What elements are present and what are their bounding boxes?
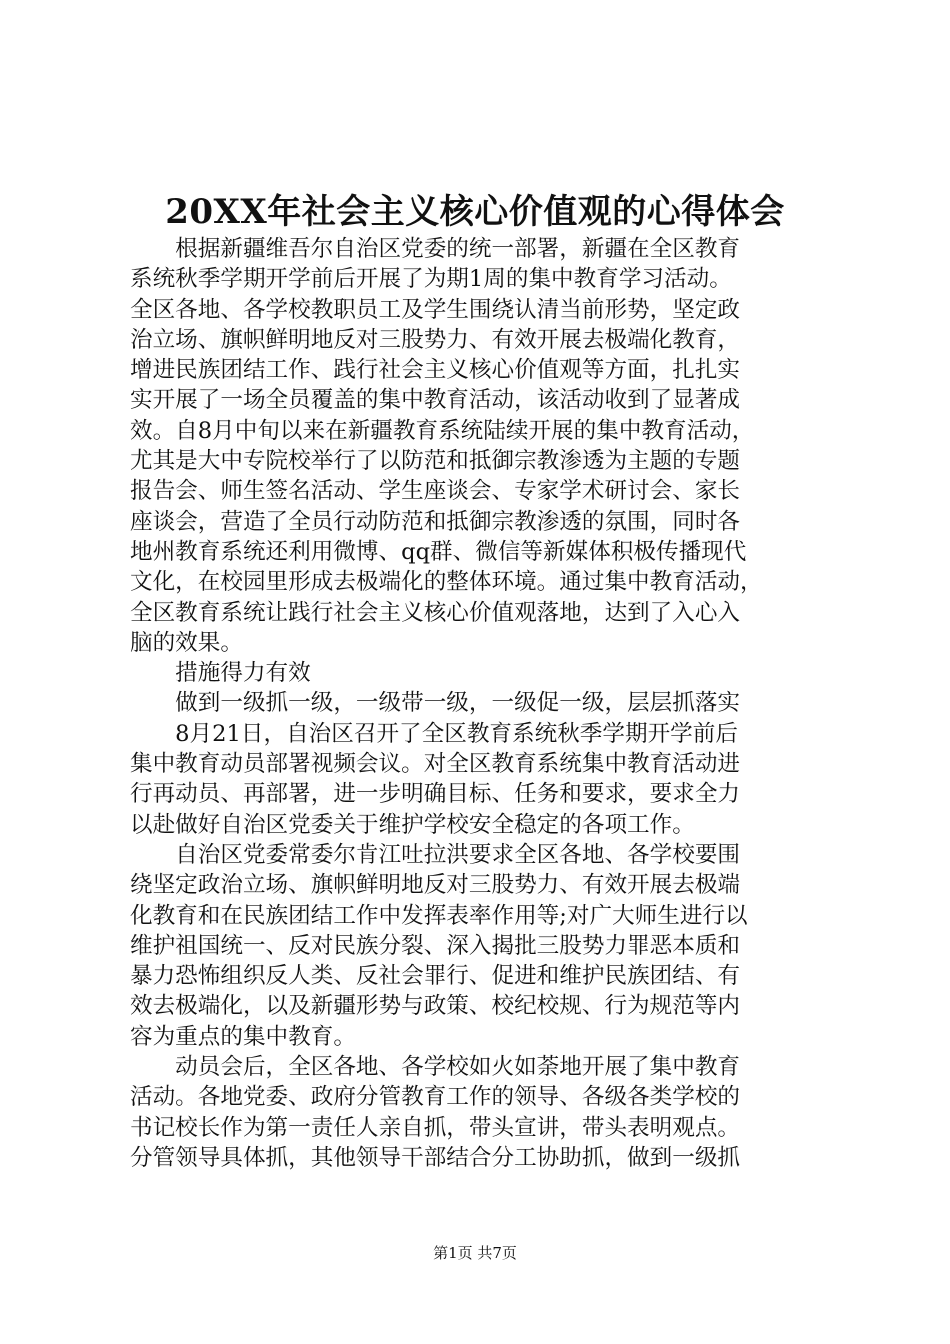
- body-text-line: 实开展了一场全员覆盖的集中教育活动，该活动收到了显著成: [130, 387, 741, 414]
- body-text-line: 措施得力有效: [130, 660, 311, 687]
- body-text-line: 全区各地、各学校教职员工及学生围绕认清当前形势，坚定政: [130, 296, 741, 323]
- body-text-line: 绕坚定政治立场、旗帜鲜明地反对三股势力、有效开展去极端: [130, 872, 741, 899]
- body-text-line: 全区教育系统让践行社会主义核心价值观落地，达到了入心入: [130, 599, 741, 626]
- body-text-line: 动员会后，全区各地、各学校如火如荼地开展了集中教育: [130, 1054, 741, 1081]
- body-text-line: 行再动员、再部署，进一步明确目标、任务和要求，要求全力: [130, 781, 741, 808]
- body-text-line: 系统秋季学期开学前后开展了为期1周的集中教育学习活动。: [130, 266, 732, 293]
- body-text-line: 地州教育系统还利用微博、qq群、微信等新媒体积极传播现代: [130, 538, 747, 565]
- body-text-line: 做到一级抓一级，一级带一级，一级促一级，层层抓落实: [130, 690, 741, 717]
- body-text-line: 书记校长作为第一责任人亲自抓，带头宣讲，带头表明观点。: [130, 1114, 741, 1141]
- body-text-line: 以赴做好自治区党委关于维护学校安全稳定的各项工作。: [130, 811, 695, 838]
- body-text-line: 维护祖国统一、反对民族分裂、深入揭批三股势力罪恶本质和: [130, 932, 741, 959]
- document-body: [130, 234, 830, 1173]
- body-text-line: 根据新疆维吾尔自治区党委的统一部署，新疆在全区教育: [130, 236, 741, 262]
- page-footer: 第1页 共7页: [433, 1244, 517, 1262]
- body-text-line: 集中教育动员部署视频会议。对全区教育系统集中教育活动进: [130, 751, 741, 778]
- body-text-line: 效去极端化，以及新疆形势与政策、校纪校规、行为规范等内: [130, 993, 741, 1020]
- body-text-line: 活动。各地党委、政府分管教育工作的领导、各级各类学校的: [130, 1084, 741, 1111]
- body-text-line: 效。自8月中旬以来在新疆教育系统陆续开展的集中教育活动，: [130, 417, 755, 444]
- body-text-line: 座谈会，营造了全员行动防范和抵御宗教渗透的氛围，同时各: [130, 508, 741, 535]
- body-text-line: 脑的效果。: [130, 629, 243, 656]
- body-text-line: 分管领导具体抓，其他领导干部结合分工协助抓，做到一级抓: [130, 1144, 741, 1171]
- body-text-line: 暴力恐怖组织反人类、反社会罪行、促进和维护民族团结、有: [130, 963, 741, 990]
- body-text-line: 文化，在校园里形成去极端化的整体环境。通过集中教育活动，: [130, 569, 763, 596]
- document-title: 20XX年社会主义核心价值观的心得体会: [165, 192, 785, 232]
- body-text-line: 8月21日，自治区召开了全区教育系统秋季学期开学前后: [130, 720, 738, 747]
- body-text-line: 报告会、师生签名活动、学生座谈会、专家学术研讨会、家长: [130, 478, 741, 505]
- body-text-line: 增进民族团结工作、践行社会主义核心价值观等方面，扎扎实: [130, 357, 741, 384]
- body-text-line: 化教育和在民族团结工作中发挥表率作用等;对广大师生进行以: [130, 902, 748, 929]
- body-text-line: 治立场、旗帜鲜明地反对三股势力、有效开展去极端化教育，: [130, 326, 741, 353]
- body-text-line: 自治区党委常委尔肯江吐拉洪要求全区各地、各学校要围: [130, 841, 741, 868]
- body-text-line: 尤其是大中专院校举行了以防范和抵御宗教渗透为主题的专题: [130, 448, 741, 475]
- body-text-line: 容为重点的集中教育。: [130, 1023, 356, 1050]
